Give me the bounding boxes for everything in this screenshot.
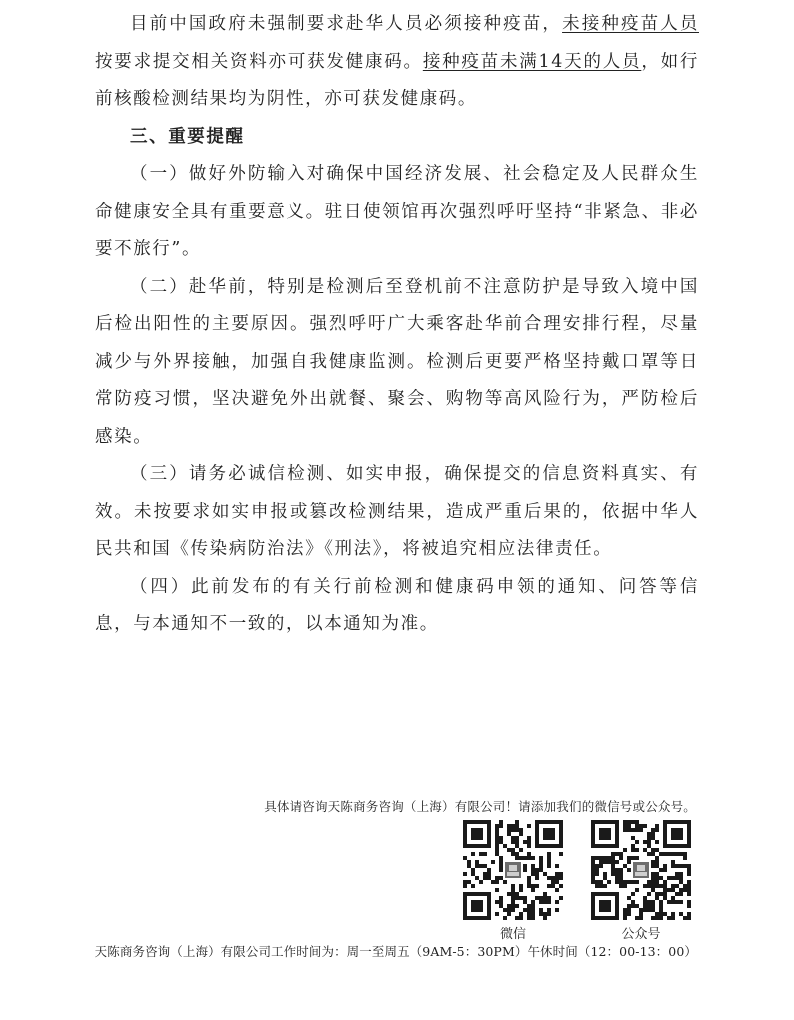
paragraph-reminder-1: （一）做好外防输入对确保中国经济发展、社会稳定及人民群众生命健康安全具有重要意义。驻日使领馆再次强烈呼吁坚持“非紧急、非必要不旅行”。 [95,164,699,259]
section-heading-reminders: 三、重要提醒 [130,126,245,147]
wechat-qr-block [463,820,563,942]
wechat-label: 微信 [499,927,526,942]
wechat-qr-code-icon [463,820,563,920]
working-hours: 天陈商务咨询（上海）有限公司工作时间为：周一至周五（9AM-5：30PM）午休时间（12：00-13：00） [94,944,697,959]
underlined-unvaccinated: 未接种疫苗人员 [562,14,699,34]
official-account-qr-code-icon [591,820,691,920]
contact-note: 具体请咨询天陈商务咨询（上海）有限公司！请添加我们的微信号或公众号。 [264,799,696,814]
underlined-under-14-days: 接种疫苗未满14天的人员 [422,51,642,72]
paragraph-reminder-2: （二）赴华前，特别是检测后至登机前不注意防护是导致入境中国后检出阳性的主要原因。强烈呼吁广大乘客赴华前合理安排行程，尽量减少与外界接触，加强自我健康监测。检测后更要严格坚持戴口罩等日常防疫习惯，坚决避免外出就餐、聚会、购物等高风险行为，严防检后感染。 [95,276,699,447]
paragraph-vaccination: 目前中国政府未强制要求赴华人员必须接种疫苗，未接种疫苗人员按要求提交相关资料亦可获发健康码。接种疫苗未满14天的人员，如行前核酸检测结果均为阴性，亦可获发健康码。 [95,14,699,109]
official-account-label: 公众号 [621,927,661,942]
official-account-qr-block [591,820,691,942]
notice-body [95,6,699,644]
paragraph-reminder-3: （三）请务必诚信检测、如实申报，确保提交的信息资料真实、有效。未按要求如实申报或篡改检测结果，造成严重后果的，依据中华人民共和国《传染病防治法》《刑法》，将被追究相应法律责任。 [95,464,699,559]
paragraph-reminder-4: （四）此前发布的有关行前检测和健康码申领的通知、问答等信息，与本通知不一致的，以本通知为准。 [95,576,699,634]
